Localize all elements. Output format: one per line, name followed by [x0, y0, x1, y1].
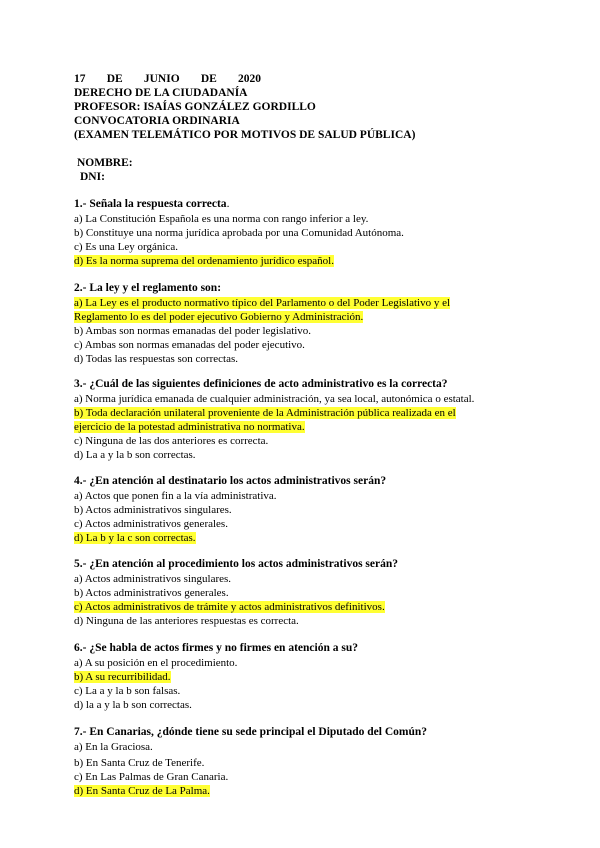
question-title: 6.- ¿Se habla de actos firmes y no firmes en atención a su? — [74, 642, 358, 654]
answer-option: c) Actos administrativos generales. — [74, 518, 228, 530]
answer-option-highlighted: b) Toda declaración unilateral proveniente de la Administración pública realizada en el — [74, 407, 456, 419]
answer-option: c) La a y la b son falsas. — [74, 685, 181, 697]
question-title: 4.- ¿En atención al destinatario los actos administrativos serán? — [74, 475, 387, 487]
answer-option-highlighted: d) La b y la c son correctas. — [74, 532, 196, 544]
question-2 — [74, 281, 534, 366]
answer-option: b) Ambas son normas emanadas del poder legislativo. — [74, 325, 312, 337]
date-de: DE — [106, 73, 123, 85]
question-title: 1.- Señala la respuesta correcta — [74, 198, 227, 210]
answer-option: d) Todas las respuestas son correctas. — [74, 353, 238, 365]
question-7 — [74, 725, 534, 798]
answer-option: a) A su posición en el procedimiento. — [74, 657, 238, 669]
question-title: 3.- ¿Cuál de las siguientes definiciones de acto administrativo es la correcta? — [74, 378, 448, 390]
name-label: NOMBRE: — [77, 157, 133, 169]
answer-option: d) la a y la b son correctas. — [74, 699, 192, 711]
answer-option-highlighted: a) La Ley es el producto normativo típico del Parlamento o del Poder Legislativo y el — [74, 297, 451, 309]
answer-option-highlighted: d) Es la norma suprema del ordenamiento jurídico español. — [74, 255, 334, 267]
answer-option: b) Constituye una norma jurídica aprobada por una Comunidad Autónoma. — [74, 227, 404, 239]
answer-option: d) La a y la b son correctas. — [74, 449, 196, 461]
personal-fields — [77, 156, 133, 184]
answer-option: b) En Santa Cruz de Tenerife. — [74, 757, 205, 769]
answer-option: c) Ambas son normas emanadas del poder ejecutivo. — [74, 339, 305, 351]
answer-option: a) En la Graciosa. — [74, 741, 153, 753]
call-line: CONVOCATORIA ORDINARIA — [74, 115, 240, 127]
answer-option-highlighted: b) A su recurribilidad. — [74, 671, 171, 683]
answer-option: b) Actos administrativos generales. — [74, 587, 229, 599]
subject-title: DERECHO DE LA CIUDADANÍA — [74, 87, 248, 99]
exam-note: (EXAMEN TELEMÁTICO POR MOTIVOS DE SALUD PÚBLICA) — [74, 129, 416, 141]
answer-option-highlighted: ejercicio de la potestad administrativa no normativa. — [74, 421, 305, 433]
question-title: 2.- La ley y el reglamento son: — [74, 282, 222, 294]
question-title: 5.- ¿En atención al procedimiento los actos administrativos serán? — [74, 558, 399, 570]
answer-option-highlighted: c) Actos administrativos de trámite y actos administrativos definitivos. — [74, 601, 385, 613]
answer-option: b) Actos administrativos singulares. — [74, 504, 232, 516]
answer-option-highlighted: Reglamento lo es del poder ejecutivo Gobierno y Administración. — [74, 311, 364, 323]
question-5 — [74, 557, 534, 628]
question-1 — [74, 197, 534, 268]
date-month: JUNIO — [143, 73, 180, 85]
date-de: DE — [200, 73, 217, 85]
answer-option: a) La Constitución Española es una norma con rango inferior a ley. — [74, 213, 369, 225]
answer-option: c) Ninguna de las dos anteriores es correcta. — [74, 435, 269, 447]
question-6 — [74, 641, 534, 712]
answer-option: a) Norma jurídica emanada de cualquier administración, ya sea local, autonómica o estatal. — [74, 393, 475, 405]
question-title-suffix: . — [226, 198, 230, 210]
professor-line: PROFESOR: ISAÍAS GONZÁLEZ GORDILLO — [74, 101, 316, 113]
answer-option: a) Actos que ponen fin a la vía administrativa. — [74, 490, 277, 502]
exam-header — [74, 72, 534, 142]
question-title: 7.- En Canarias, ¿dónde tiene su sede principal el Diputado del Común? — [74, 726, 428, 738]
question-4 — [74, 474, 534, 545]
answer-option: d) Ninguna de las anteriores respuestas es correcta. — [74, 615, 299, 627]
date-day: 17 — [74, 73, 86, 85]
exam-date — [74, 72, 261, 86]
date-year: 2020 — [238, 73, 261, 85]
answer-option: c) En Las Palmas de Gran Canaria. — [74, 771, 229, 783]
answer-option: a) Actos administrativos singulares. — [74, 573, 232, 585]
answer-option-highlighted: d) En Santa Cruz de La Palma. — [74, 785, 210, 797]
question-3 — [74, 377, 534, 462]
dni-label: DNI: — [80, 171, 105, 183]
answer-option: c) Es una Ley orgánica. — [74, 241, 178, 253]
